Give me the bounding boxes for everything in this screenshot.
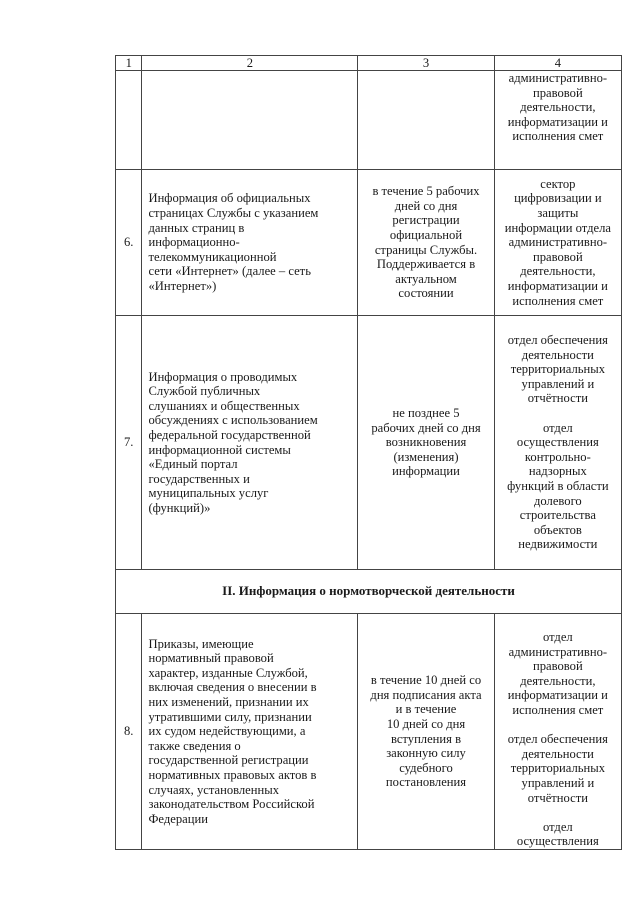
responsible-cell: отдел административно- правовой деятельности, информатизации и исполнения смет отдел обеспечения деятельности территориальных управлений и отчётности отдел осуществления [494, 614, 621, 850]
term-cell [358, 71, 494, 170]
responsible-cell: сектор цифровизации и защиты информации отдела административно- правовой деятельности, информатизации и исполнения смет [494, 170, 621, 316]
column-number-1: 1 [116, 56, 142, 71]
table-row [116, 71, 622, 170]
row-number: 8. [116, 614, 142, 850]
row-number: 7. [116, 316, 142, 570]
table-row [116, 316, 622, 570]
section-title: II. Информация о нормотворческой деятельности [116, 570, 622, 614]
column-number-2: 2 [142, 56, 358, 71]
info-cell: Приказы, имеющие нормативный правовой характер, изданные Службой, включая сведения о внесении в них изменений, признании их утратившими силу, признании их судом недействующими, а также сведения о государственной регистрации нормативных правовых актов в случаях, установленных законодательством Российской Федерации [142, 614, 358, 850]
row-number: 6. [116, 170, 142, 316]
column-number-3: 3 [358, 56, 494, 71]
term-cell: в течение 10 дней со дня подписания акта и в течение 10 дней со дня вступления в законную силу судебного постановления [358, 614, 494, 850]
header-row [116, 56, 622, 71]
table-row [116, 170, 622, 316]
info-cell [142, 71, 358, 170]
row-number [116, 71, 142, 170]
document-table [115, 55, 622, 850]
section-row [116, 570, 622, 614]
responsible-cell: административно- правовой деятельности, информатизации и исполнения смет [494, 71, 621, 170]
table-row [116, 614, 622, 850]
term-cell: в течение 5 рабочих дней со дня регистрации официальной страницы Службы. Поддерживается в актуальном состоянии [358, 170, 494, 316]
term-cell: не позднее 5 рабочих дней со дня возникновения (изменения) информации [358, 316, 494, 570]
column-number-4: 4 [494, 56, 621, 71]
info-cell: Информация об официальных страницах Службы с указанием данных страниц в информационно- телекоммуникационной сети «Интернет» (далее – сеть «Интернет») [142, 170, 358, 316]
responsible-cell: отдел обеспечения деятельности территориальных управлений и отчётности отдел осуществления контрольно- надзорных функций в области долевого строительства объектов недвижимости [494, 316, 621, 570]
info-cell: Информация о проводимых Службой публичных слушаниях и общественных обсуждениях с использованием федеральной государственной информационной системы «Единый портал государственных и муниципальных услуг (функций)» [142, 316, 358, 570]
